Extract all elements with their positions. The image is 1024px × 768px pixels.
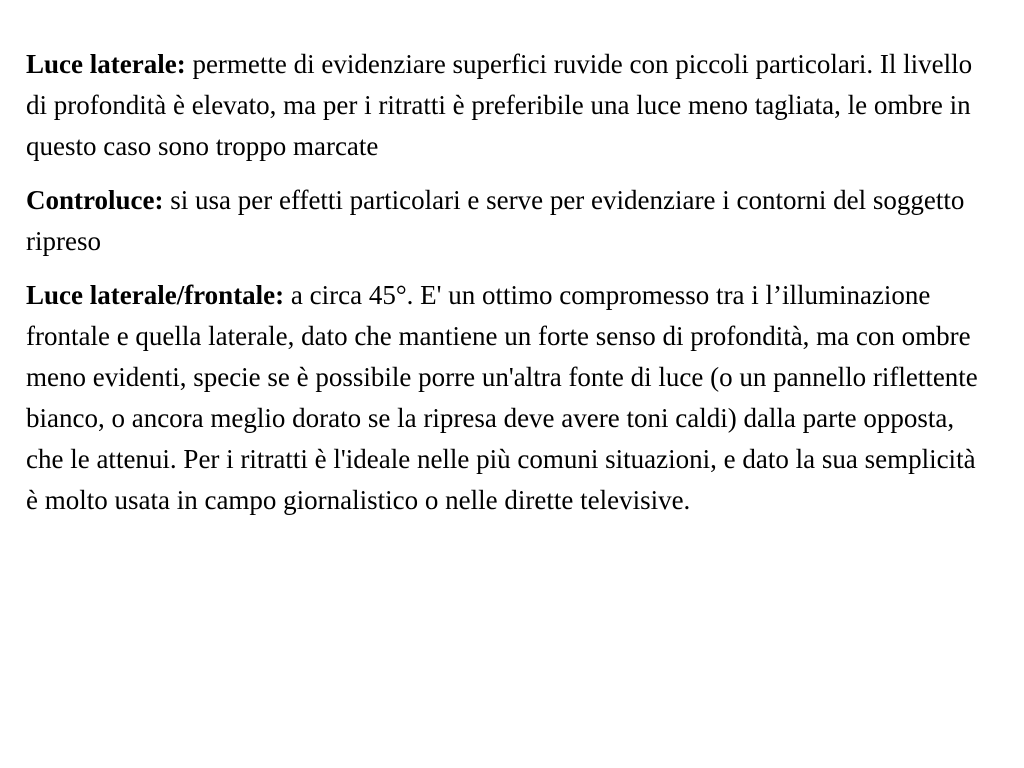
paragraph-luce-laterale: [26, 44, 986, 167]
term-luce-laterale: Luce laterale:: [26, 49, 186, 79]
term-controluce: Controluce:: [26, 185, 164, 215]
text-luce-laterale-frontale: a circa 45°. E' un ottimo compromesso tra i l’illuminazione frontale e quella laterale, dato che mantiene un forte senso di profondità, ma con ombre meno evidenti, specie se è possibile porre un'altra fonte di luce (o un pannello riflettente bianco, o ancora meglio dorato se la ripresa deve avere toni caldi) dalla parte opposta, che le attenui. Per i ritratti è l'ideale nelle più comuni situazioni, e dato la sua semplicità è molto usata in campo giornalistico o nelle dirette televisive.: [26, 280, 978, 515]
paragraph-controluce: [26, 180, 986, 262]
term-luce-laterale-frontale: Luce laterale/frontale:: [26, 280, 285, 310]
slide-body: [26, 44, 986, 534]
text-controluce: si usa per effetti particolari e serve per evidenziare i contorni del soggetto ripreso: [26, 185, 965, 256]
text-luce-laterale: permette di evidenziare superfici ruvide con piccoli particolari. Il livello di profondità è elevato, ma per i ritratti è preferibile una luce meno tagliata, le ombre in questo caso sono troppo marcate: [26, 49, 973, 161]
paragraph-luce-laterale-frontale: [26, 275, 986, 521]
